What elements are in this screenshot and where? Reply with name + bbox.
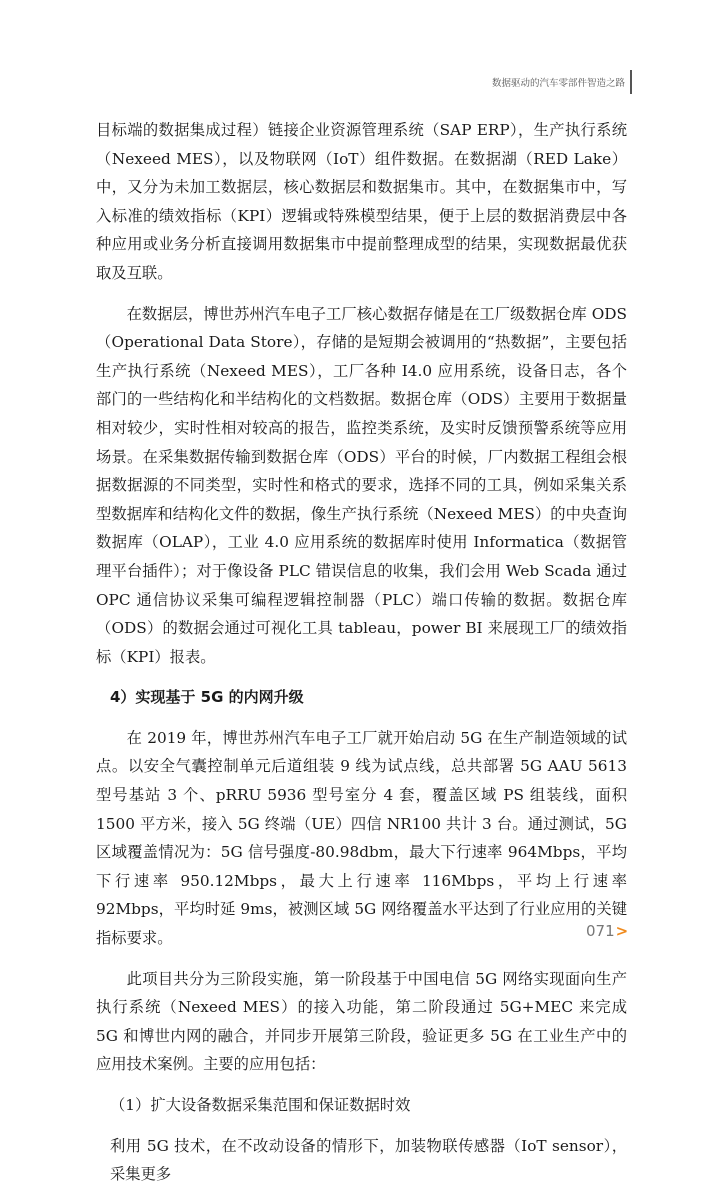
paragraph-gap [96, 712, 627, 724]
subheading-1: （1）扩大设备数据采集范围和保证数据时效 [110, 1096, 411, 1114]
paragraph-gap [96, 288, 627, 300]
next-arrow-icon: > [615, 922, 629, 940]
paragraph-gap [96, 953, 627, 965]
page-number-value: 071 [586, 922, 615, 940]
section-heading: 4）实现基于 5G 的内网升级 [110, 688, 304, 707]
paragraph-5: 利用 5G 技术，在不改动设备的情形下，加装物联传感器（IoT sensor），采集更多 [110, 1136, 627, 1184]
paragraph-3: 在 2019 年，博世苏州汽车电子工厂就开始启动 5G 在生产制造领域的试点。以安全气囊控制单元后道组装 9 线为试点线，总共部署 5G AAU 5613 型号基站 3 个、pRRU 5936 型号室分 4 套，覆盖区域 PS 组装线，面积 1500 平方米，接入 5G 终端（UE）四信 NR100 共计 3 台。通过测试，5G 区域覆盖情况为：5G 信号强度-80.98dbm，最大下行速率 964Mbps，平均下行速率 950.12Mbps，最大上行速率 116Mbps，平均上行速率 92Mbps，平均时延 9ms，被测区域 5G 网络覆盖水平达到了行业应用的关键指标要求。 [96, 728, 627, 948]
paragraph-gap [96, 671, 627, 683]
running-header-title: 数据驱动的汽车零部件智造之路 [491, 78, 625, 89]
paragraph-gap [96, 1120, 627, 1132]
paragraph-4: 此项目共分为三阶段实施，第一阶段基于中国电信 5G 网络实现面向生产执行系统（Nexeed MES）的接入功能，第二阶段通过 5G+MEC 来完成 5G 和博世内网的融合，并同步开展第三阶段，验证更多 5G 在工业生产中的应用技术案例。主要的应用包括： [96, 969, 627, 1074]
paragraph-1: 目标端的数据集成过程）链接企业资源管理系统（SAP ERP），生产执行系统（Nexeed MES），以及物联网（IoT）组件数据。在数据湖（RED Lake）中，又分为未加工数据层，核心数据层和数据集市。其中，在数据集市中，写入标准的绩效指标（KPI）逻辑或特殊模型结果，便于上层的数据消费层中各种应用或业务分析直接调用数据集市中提前整理成型的结果，实现数据最优获取及互联。 [96, 121, 627, 282]
running-header [492, 70, 632, 94]
page-number [586, 922, 628, 940]
header-divider-bar [630, 70, 632, 94]
page-body [96, 116, 627, 1189]
paragraph-2: 在数据层，博世苏州汽车电子工厂核心数据存储是在工厂级数据仓库 ODS（Operational Data Store），存储的是短期会被调用的“热数据”，主要包括生产执行系统（Nexeed MES），工厂各种 I4.0 应用系统，设备日志，各个部门的一些结构化和半结构化的文档数据。数据仓库（ODS）主要用于数据量相对较少，实时性相对较高的报告，监控类系统，及实时反馈预警系统等应用场景。在采集数据传输到数据仓库（ODS）平台的时候，厂内数据工程组会根据数据源的不同类型，实时性和格式的要求，选择不同的工具，例如采集关系型数据库和结构化文件的数据，像生产执行系统（Nexeed MES）的中央查询数据库（OLAP），工业 4.0 应用系统的数据库时使用 Informatica（数据管理平台插件）；对于像设备 PLC 错误信息的收集，我们会用 Web Scada 通过 OPC 通信协议采集可编程逻辑控制器（PLC）端口传输的数据。数据仓库（ODS）的数据会通过可视化工具 tableau，power BI 来展现工厂的绩效指标（KPI）报表。 [96, 304, 627, 666]
paragraph-gap [96, 1079, 627, 1091]
